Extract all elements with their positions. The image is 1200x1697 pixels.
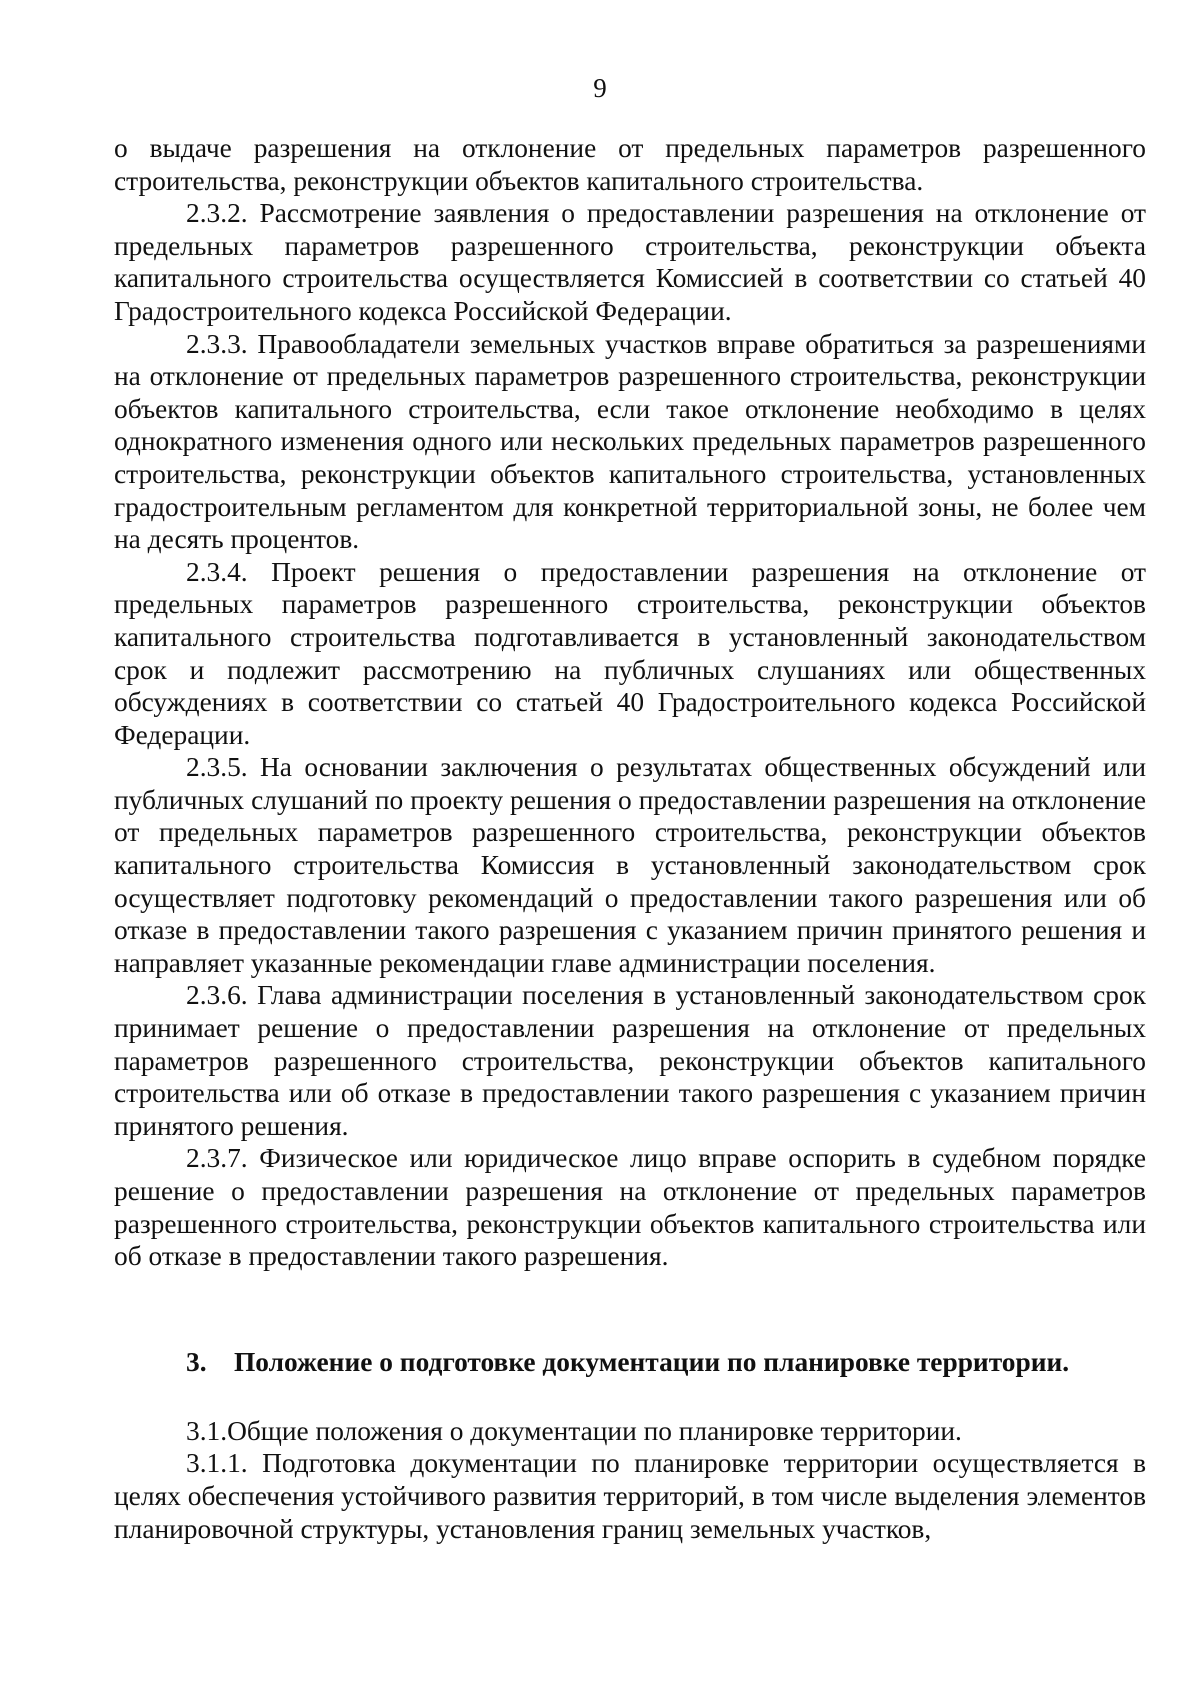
paragraph-3-1-1: 3.1.1. Подготовка документации по планировке территории осуществляется в целях обеспечения устойчивого развития территорий, в том числе выделения элементов планировочной структуры, установления границ земельных участков, <box>114 1448 1146 1544</box>
paragraph-2-3-5: 2.3.5. На основании заключения о результатах общественных обсуждений или публичных слушаний по проекту решения о предоставлении разрешения на отклонение от предельных параметров разрешенного строительства, реконструкции объектов капитального строительства Комиссия в установленный законодательством срок осуществляет подготовку рекомендаций о предоставлении такого разрешения или об отказе в предоставлении такого разрешения с указанием причин принятого решения и направляет указанные рекомендации главе администрации поселения. <box>114 752 1146 978</box>
paragraph-2-3-7: 2.3.7. Физическое или юридическое лицо вправе оспорить в судебном порядке решение о предоставлении разрешения на отклонение от предельных параметров разрешенного строительства, реконструкции объектов капитального строительства или об отказе в предоставлении такого разрешения. <box>114 1143 1146 1272</box>
paragraph-2-3-4: 2.3.4. Проект решения о предоставлении разрешения на отклонение от предельных параметров разрешенного строительства, реконструкции объектов капитального строительства подготавливается в установленный законодательством срок и подлежит рассмотрению на публичных слушаниях или общественных обсуждениях в соответствии со статьей 40 Градостроительного кодекса Российской Федерации. <box>114 556 1146 750</box>
paragraph-2-3-6: 2.3.6. Глава администрации поселения в установленный законодательством срок принимает решение о предоставлении разрешения на отклонение от предельных параметров разрешенного строительства, реконструкции объектов капитального строительства или об отказе в предоставлении такого разрешения с указанием причин принятого решения. <box>114 980 1146 1141</box>
section-title: Положение о подготовке документации по планировке территории. <box>234 1346 1070 1377</box>
document-body <box>114 132 1146 1545</box>
paragraph-3-1: 3.1.Общие положения о документации по планировке территории. <box>186 1415 962 1446</box>
page-number: 9 <box>593 73 607 103</box>
paragraph-2-3-3: 2.3.3. Правообладатели земельных участков вправе обратиться за разрешениями на отклонение от предельных параметров разрешенного строительства, реконструкции объектов капитального строительства, если такое отклонение необходимо в целях однократного изменения одного или нескольких предельных параметров разрешенного строительства, реконструкции объектов капитального строительства, установленных градостроительным регламентом для конкретной территориальной зоны, не более чем на десять процентов. <box>114 328 1146 555</box>
section-heading <box>114 1345 1146 1379</box>
paragraph-2-3-2: 2.3.2. Рассмотрение заявления о предоставлении разрешения на отклонение от предельных параметров разрешенного строительства, реконструкции объекта капитального строительства осуществляется Комиссией в соответствии со статьей 40 Градостроительного кодекса Российской Федерации. <box>114 198 1146 326</box>
section-number: 3. <box>186 1346 207 1377</box>
paragraph-continuation: о выдаче разрешения на отклонение от предельных параметров разрешенного строительства, реконструкции объектов капитального строительства. <box>114 133 1146 196</box>
